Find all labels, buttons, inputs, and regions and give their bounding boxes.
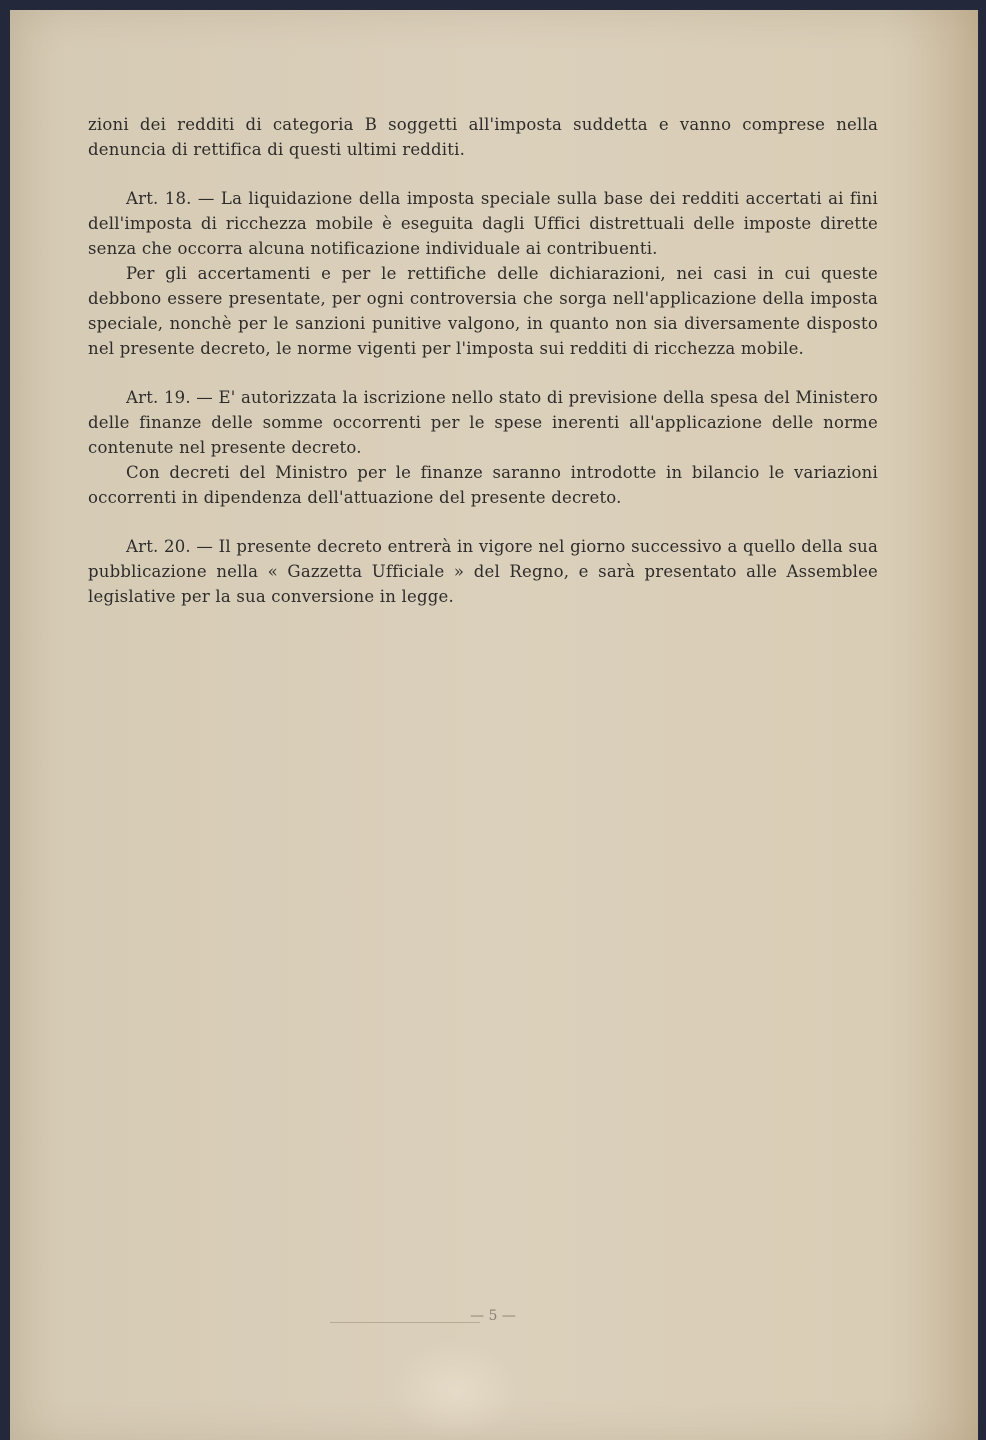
paragraph-article-18: Art. 18. — La liquidazione della imposta speciale sulla base dei redditi accertati ai fini dell'imposta di ricchezza mobile è eseguita dagli Uffici distrettuali delle imposte dirette senza che occorra alcuna notificazione individuale ai contribuenti. <box>88 189 878 258</box>
paper-scuff <box>390 1340 520 1440</box>
page-number: — 5 — <box>470 1308 516 1324</box>
paragraph-article-18-continued: Per gli accertamenti e per le rettifiche delle dichiarazioni, nei casi in cui queste debbono essere presentate, per ogni controversia che sorga nell'applicazione della imposta speciale, nonchè per le sanzioni punitive valgono, in quanto non sia diversamente disposto nel presente decreto, le norme vigenti per l'imposta sui redditi di ricchezza mobile. <box>88 264 878 358</box>
document-body <box>88 112 878 609</box>
paragraph-article-19-continued: Con decreti del Ministro per le finanze saranno introdotte in bilancio le variazioni occorrenti in dipendenza dell'attuazione del presente decreto. <box>88 463 878 507</box>
paragraph-continuation: zioni dei redditi di categoria B soggetti all'imposta suddetta e vanno comprese nella denuncia di rettifica di questi ultimi redditi. <box>88 115 878 159</box>
paragraph-article-19: Art. 19. — E' autorizzata la iscrizione nello stato di previsione della spesa del Ministero delle finanze delle somme occorrenti per le spese inerenti all'applicazione delle norme contenute nel presente decreto. <box>88 388 878 457</box>
paragraph-article-20: Art. 20. — Il presente decreto entrerà in vigore nel giorno successivo a quello della sua pubblicazione nella « Gazzetta Ufficiale » del Regno, e sarà presentato alle Assemblee legislative per la sua conversione in legge. <box>88 537 878 606</box>
page-edge-shading <box>908 10 978 1440</box>
